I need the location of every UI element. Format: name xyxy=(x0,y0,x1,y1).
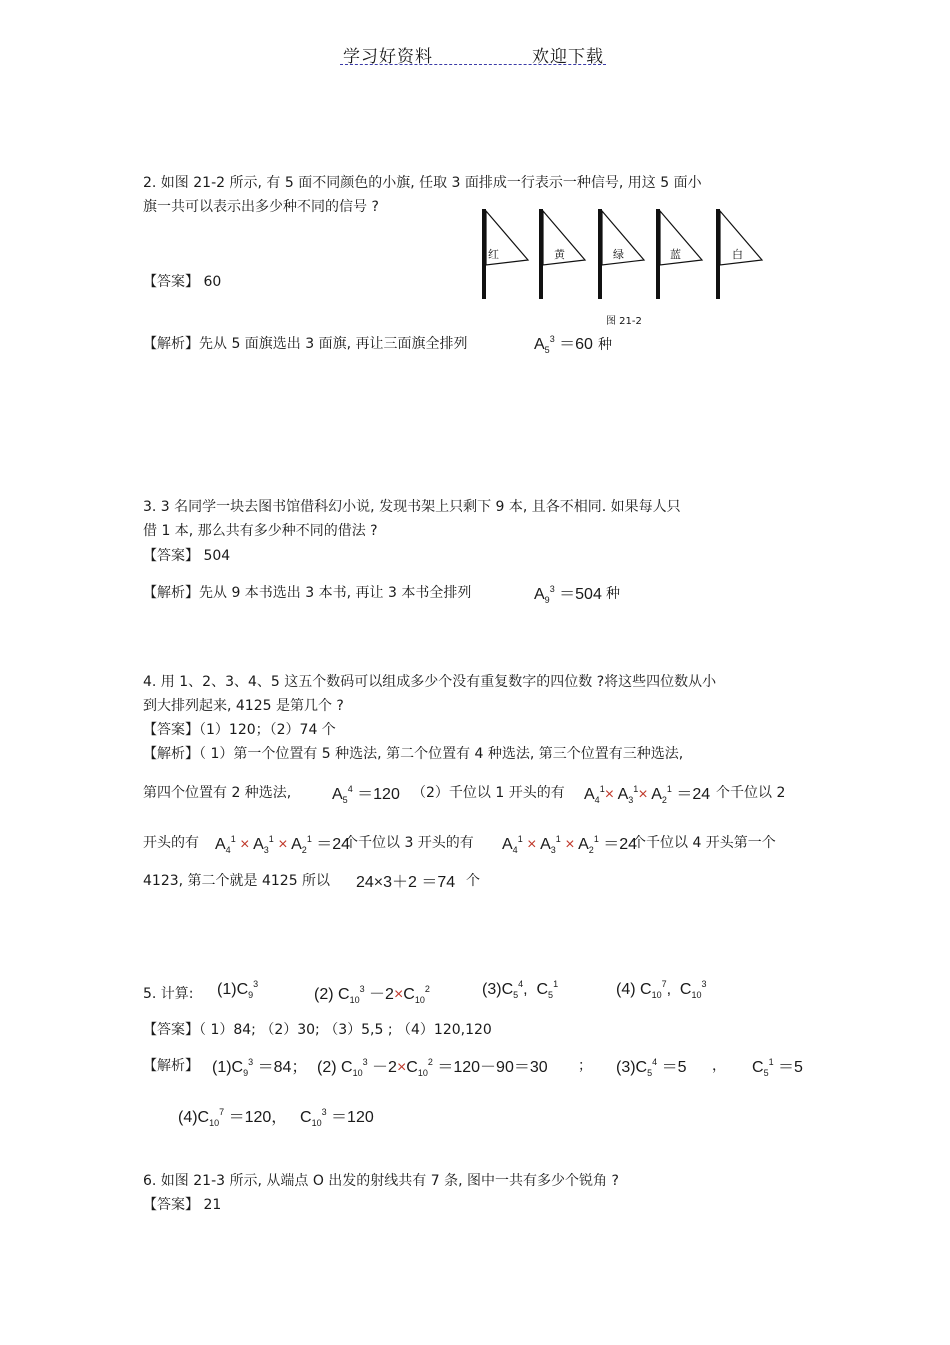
q5-part2: (2) $C_{10}^3 -2\times C_{10}^2$ xyxy=(314,984,430,1005)
q4-row2-mid: （2）千位以 1 开头的有 xyxy=(412,785,565,801)
flags-illustration xyxy=(470,205,780,330)
q3-answer: 【答案】 504 xyxy=(143,548,231,564)
q5-part1: $(1)C_9^3$ xyxy=(217,979,259,1000)
q2-line1: 2. 如图 21-2 所示, 有 5 面不同颜色的小旗, 任取 3 面排成一行表示一种信号, 用这 5 面小 xyxy=(143,175,702,191)
flag-4-label: 蓝 xyxy=(670,248,681,261)
header-left: 学习好资料 xyxy=(343,47,433,67)
q5-analysis-eq1: $(1)C_9^3 =84$； xyxy=(212,1057,308,1078)
q3-line2: 借 1 本, 那么共有多少种不同的借法 ? xyxy=(143,523,378,539)
q3-analysis-unit: 种 xyxy=(606,586,620,602)
q6-answer: 【答案】 21 xyxy=(143,1197,222,1213)
q4-row2-tail: 个千位以 2 xyxy=(716,785,786,801)
q5-analysis-eq6: $C_{10}^3 =120$ xyxy=(300,1107,374,1128)
flag-1-label: 红 xyxy=(488,248,499,261)
q5-analysis-eq4: $C_5^1 =5$ xyxy=(752,1057,803,1078)
q5-analysis-eq5: $(4)C_{10}^7 =120$， xyxy=(178,1107,288,1128)
flag-figure xyxy=(470,205,780,330)
q4-row2-formula2: $A_4^1\times A_3^1\times A_2^1 =24$ xyxy=(584,784,711,805)
q4-row3-formula1: $A_4^1 \times A_3^1 \times A_2^1 =24$ xyxy=(215,834,351,855)
q5-analysis-sep1: ； xyxy=(578,1058,592,1074)
q2-answer: 【答案】 60 xyxy=(143,274,222,290)
q2-analysis-formula: $A_5^3 =60$ xyxy=(534,334,593,355)
q4-line2: 到大排列起来, 4125 是第几个 ? xyxy=(143,698,344,714)
q2-analysis: 【解析】先从 5 面旗选出 3 面旗, 再让三面旗全排列 xyxy=(143,336,468,352)
q4-row4-text: 4123, 第二个就是 4125 所以 xyxy=(143,873,331,889)
flag-5-label: 白 xyxy=(732,248,743,261)
q4-row3-tail: 个千位以 4 开头第一个 xyxy=(632,835,776,851)
q4-analysis-line1: 【解析】（ 1）第一个位置有 5 种选法, 第二个位置有 4 种选法, 第三个位置有三种选法, xyxy=(143,746,684,762)
figure-caption: 图 21-2 xyxy=(606,316,642,327)
q4-row2-text: 第四个位置有 2 种选法, xyxy=(143,785,292,801)
q3-analysis: 【解析】先从 9 本书选出 3 本书, 再让 3 本书全排列 xyxy=(143,585,472,601)
q3-analysis-formula: $A_9^3 =504$ xyxy=(534,584,602,605)
q5-answer: 【答案】（ 1）84; （2）30; （3）5,5 ; （4）120,120 xyxy=(143,1022,492,1038)
header-divider xyxy=(340,64,606,65)
q4-answer: 【答案】（1）120；（2）74 个 xyxy=(143,722,336,738)
q5-analysis-label: 【解析】 xyxy=(143,1058,199,1074)
q4-row3-formula2: $A_4^1 \times A_3^1 \times A_2^1 =24$ xyxy=(502,834,638,855)
q4-line1: 4. 用 1、2、3、4、5 这五个数码可以组成多少个没有重复数字的四位数 ?将这些四位数从小 xyxy=(143,674,717,690)
q4-row4-formula: 24×3＋2 ＝74 xyxy=(356,874,456,891)
flag-3-label: 绿 xyxy=(613,248,624,261)
q5-part3: $(3)C_5^4$, $C_5^1$ xyxy=(482,979,559,1000)
q4-row2-formula1: $A_5^4 =120$ xyxy=(332,784,400,805)
q5-part4: (4) $C_{10}^7$, $C_{10}^3$ xyxy=(616,979,707,1000)
q5-analysis-eq2: (2) $C_{10}^3 -2\times C_{10}^2 =120-90=30$ xyxy=(317,1057,548,1078)
flag-2-label: 黄 xyxy=(554,248,565,261)
q6-line1: 6. 如图 21-3 所示, 从端点 O 出发的射线共有 7 条, 图中一共有多少个锐角 ? xyxy=(143,1173,619,1189)
q2-line2: 旗一共可以表示出多少种不同的信号 ? xyxy=(143,199,379,215)
q4-row3-mid: 个千位以 3 开头的有 xyxy=(344,835,474,851)
q5-analysis-sep2: ， xyxy=(712,1058,726,1074)
q4-row3-text: 开头的有 xyxy=(143,835,199,851)
q5-label: 5. 计算: xyxy=(143,986,194,1002)
q3-line1: 3. 3 名同学一块去图书馆借科幻小说, 发现书架上只剩下 9 本, 且各不相同. 如果每人只 xyxy=(143,499,681,515)
header-right: 欢迎下载 xyxy=(532,47,604,67)
q4-row4-unit: 个 xyxy=(466,873,480,889)
q2-analysis-unit: 种 xyxy=(598,337,612,353)
q5-analysis-eq3: $(3)C_5^4 =5$ xyxy=(616,1057,687,1078)
